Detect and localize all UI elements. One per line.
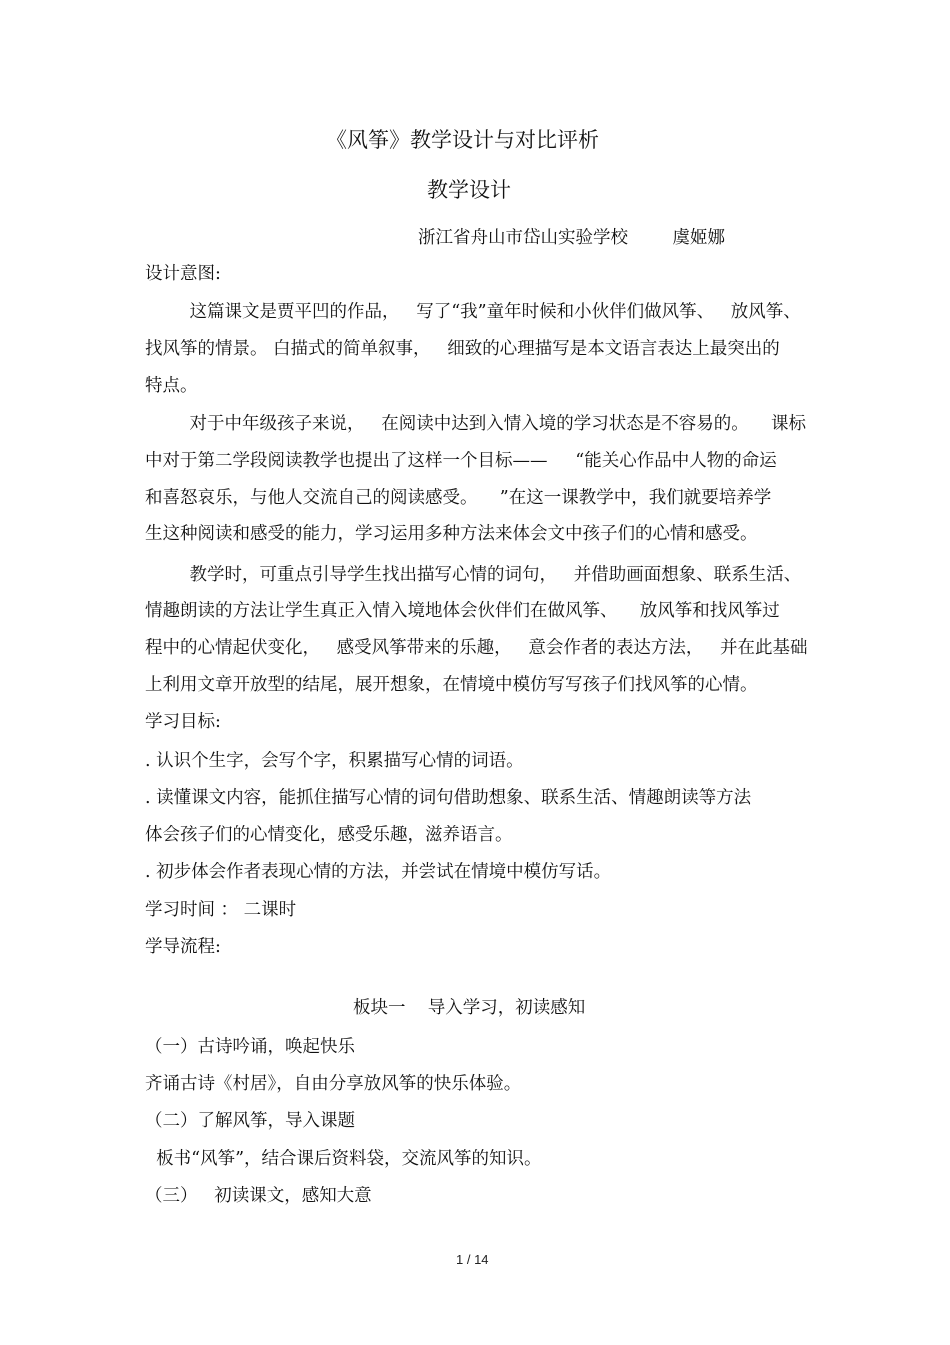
objective-item: . 初步体会作者表现心情的方法，并尝试在情境中模仿写话。 [145,862,612,882]
document-title: 《风筝》教学设计与对比评析 [326,128,599,152]
objective-item: . 读懂课文内容，能抓住描写心情的词句借助想象、联系生活、情趣朗读等方法 [145,788,752,808]
step-item: 板书“风筝”，结合课后资料袋，交流风筝的知识。 [145,1149,542,1169]
step-item: （三） 初读课文，感知大意 [145,1186,372,1206]
paragraph-line: 找风筝的情景。 白描式的简单叙事， 细致的心理描写是本文语言表达上最突出的 [145,339,780,359]
step-item: （一）古诗吟诵，唤起快乐 [145,1037,355,1057]
paragraph-line: 对于中年级孩子来说， 在阅读中达到入情入境的学习状态是不容易的。 课标 [145,414,806,434]
paragraph-line: 和喜怒哀乐，与他人交流自己的阅读感受。 ”在这一课教学中，我们就要培养学 [145,488,772,508]
paragraph-line: 程中的心情起伏变化， 感受风筝带来的乐趣， 意会作者的表达方法， 并在此基础 [145,638,808,658]
paragraph-line: 教学时，可重点引导学生找出描写心情的词句， 并借助画面想象、联系生活、 [145,565,802,585]
paragraph-line: 这篇课文是贾平凹的作品， 写了“我”童年时候和小伙伴们做风筝、 放风筝、 [145,302,801,322]
document-subtitle: 教学设计 [427,178,511,202]
block-title: 板块一 导入学习，初读感知 [353,998,586,1018]
study-time: 学习时间 ： 二课时 [145,900,297,920]
design-intent-heading: 设计意图: [145,264,221,284]
process-heading: 学导流程: [145,937,221,957]
author-line: 浙江省舟山市岱山实验学校 虞姬娜 [418,228,726,248]
objective-item: 体会孩子们的心情变化，感受乐趣，滋养语言。 [145,825,513,845]
step-item: 齐诵古诗《村居》，自由分享放风筝的快乐体验。 [145,1074,522,1094]
paragraph-line: 上利用文章开放型的结尾，展开想象，在情境中模仿写写孩子们找风筝的心情。 [145,675,758,695]
paragraph-line: 特点。 [145,376,198,396]
objective-item: . 认识个生字，会写个字，积累描写心情的词语。 [145,751,524,771]
step-item: （二）了解风筝，导入课题 [145,1111,355,1131]
objectives-heading: 学习目标: [145,712,221,732]
paragraph-line: 生这种阅读和感受的能力，学习运用多种方法来体会文中孩子们的心情和感受。 [145,524,758,544]
paragraph-line: 情趣朗读的方法让学生真正入情入境地体会伙伴们在做风筝、 放风筝和找风筝过 [145,601,780,621]
paragraph-line: 中对于第二学段阅读教学也提出了这样一个目标—— “能关心作品中人物的命运 [145,451,777,471]
page-number: 1 / 14 [456,1252,489,1267]
